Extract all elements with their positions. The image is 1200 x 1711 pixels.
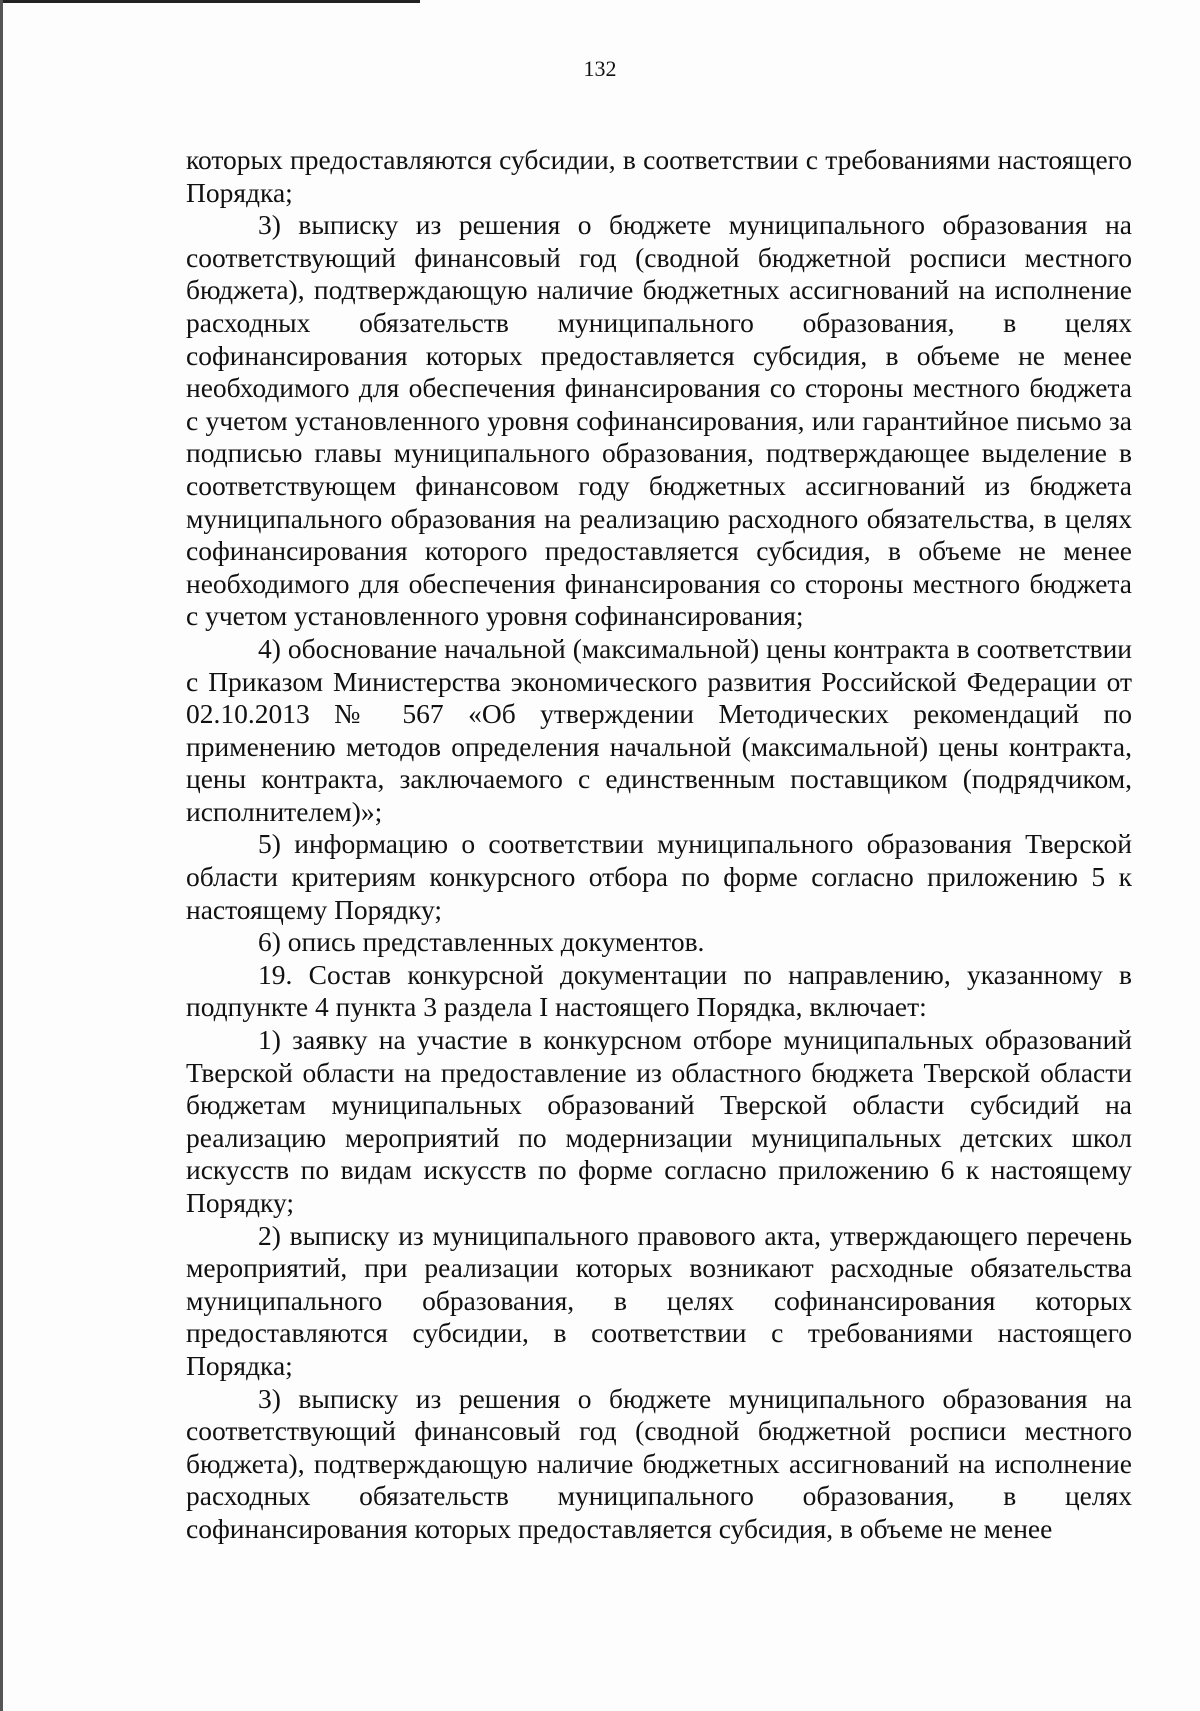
paragraph-item-4-price-justification: 4) обоснование начальной (максимальной) цены контракта в соответствии с Приказом Министерства экономического развития Российской Федерации от 02.10.2013 № 567 «Об утверждении Методических рекомендаций по применению методов определения начальной (максимальной) цены контракта, цены контракта, заключаемого с единственным поставщиком (подрядчиком, исполнителем)»; [186,632,1132,827]
paragraph-section-19: 19. Состав конкурсной документации по направлению, указанному в подпункте 4 пункта 3 раздела I настоящего Порядка, включает: [186,958,1132,1023]
scan-edge-left [0,0,3,1711]
paragraph-item-5-criteria-info: 5) информацию о соответствии муниципального образования Тверской области критериям конкурсного отбора по форме согласно приложению 5 к настоящему Порядку; [186,828,1132,925]
paragraph-item-3-budget-extract-repeat: 3) выписку из решения о бюджете муниципального образования на соответствующий финансовый год (сводной бюджетной росписи местного бюджета), подтверждающую наличие бюджетных ассигнований на исполнение расходных обязательств муниципального образования, в целях софинансирования которых предоставляется субсидия, в объеме не менее [186,1382,1132,1544]
paragraph-continuation: которых предоставляются субсидии, в соответствии с требованиями настоящего Порядка; [186,144,1132,208]
scan-edge-top [0,0,420,3]
page-number: 132 [583,56,617,81]
paragraph-item-2-legal-act-extract: 2) выписку из муниципального правового акта, утверждающего перечень мероприятий, при реализации которых возникают расходные обязательства муниципального образования, в целях софинансирования которых предоставляются субсидии, в соответствии с требованиями настоящего Порядка; [186,1219,1132,1381]
paragraph-item-3-budget-extract: 3) выписку из решения о бюджете муниципального образования на соответствующий финансовый год (сводной бюджетной росписи местного бюджета), подтверждающую наличие бюджетных ассигнований на исполнение расходных обязательств муниципального образования, в целях софинансирования которых предоставляется субсидия, в объеме не менее необходимого для обеспечения финансирования со стороны местного бюджета с учетом установленного уровня софинансирования, или гарантийное письмо за подписью главы муниципального образования, подтверждающее выделение в соответствующем финансовом году бюджетных ассигнований из бюджета муниципального образования на реализацию расходного обязательства, в целях софинансирования которого предоставляется субсидия, в объеме не менее необходимого для обеспечения финансирования со стороны местного бюджета с учетом установленного уровня софинансирования; [186,209,1132,632]
paragraph-item-6-document-list: 6) опись представленных документов. [258,926,705,958]
document-body [186,144,1132,1546]
paragraph-item-1-application: 1) заявку на участие в конкурсном отборе муниципальных образований Тверской области на предоставление из областного бюджета Тверской области бюджетам муниципальных образований Тверской области субсидий на реализацию мероприятий по модернизации муниципальных детских школ искусств по видам искусств по форме согласно приложению 6 к настоящему Порядку; [186,1024,1132,1218]
